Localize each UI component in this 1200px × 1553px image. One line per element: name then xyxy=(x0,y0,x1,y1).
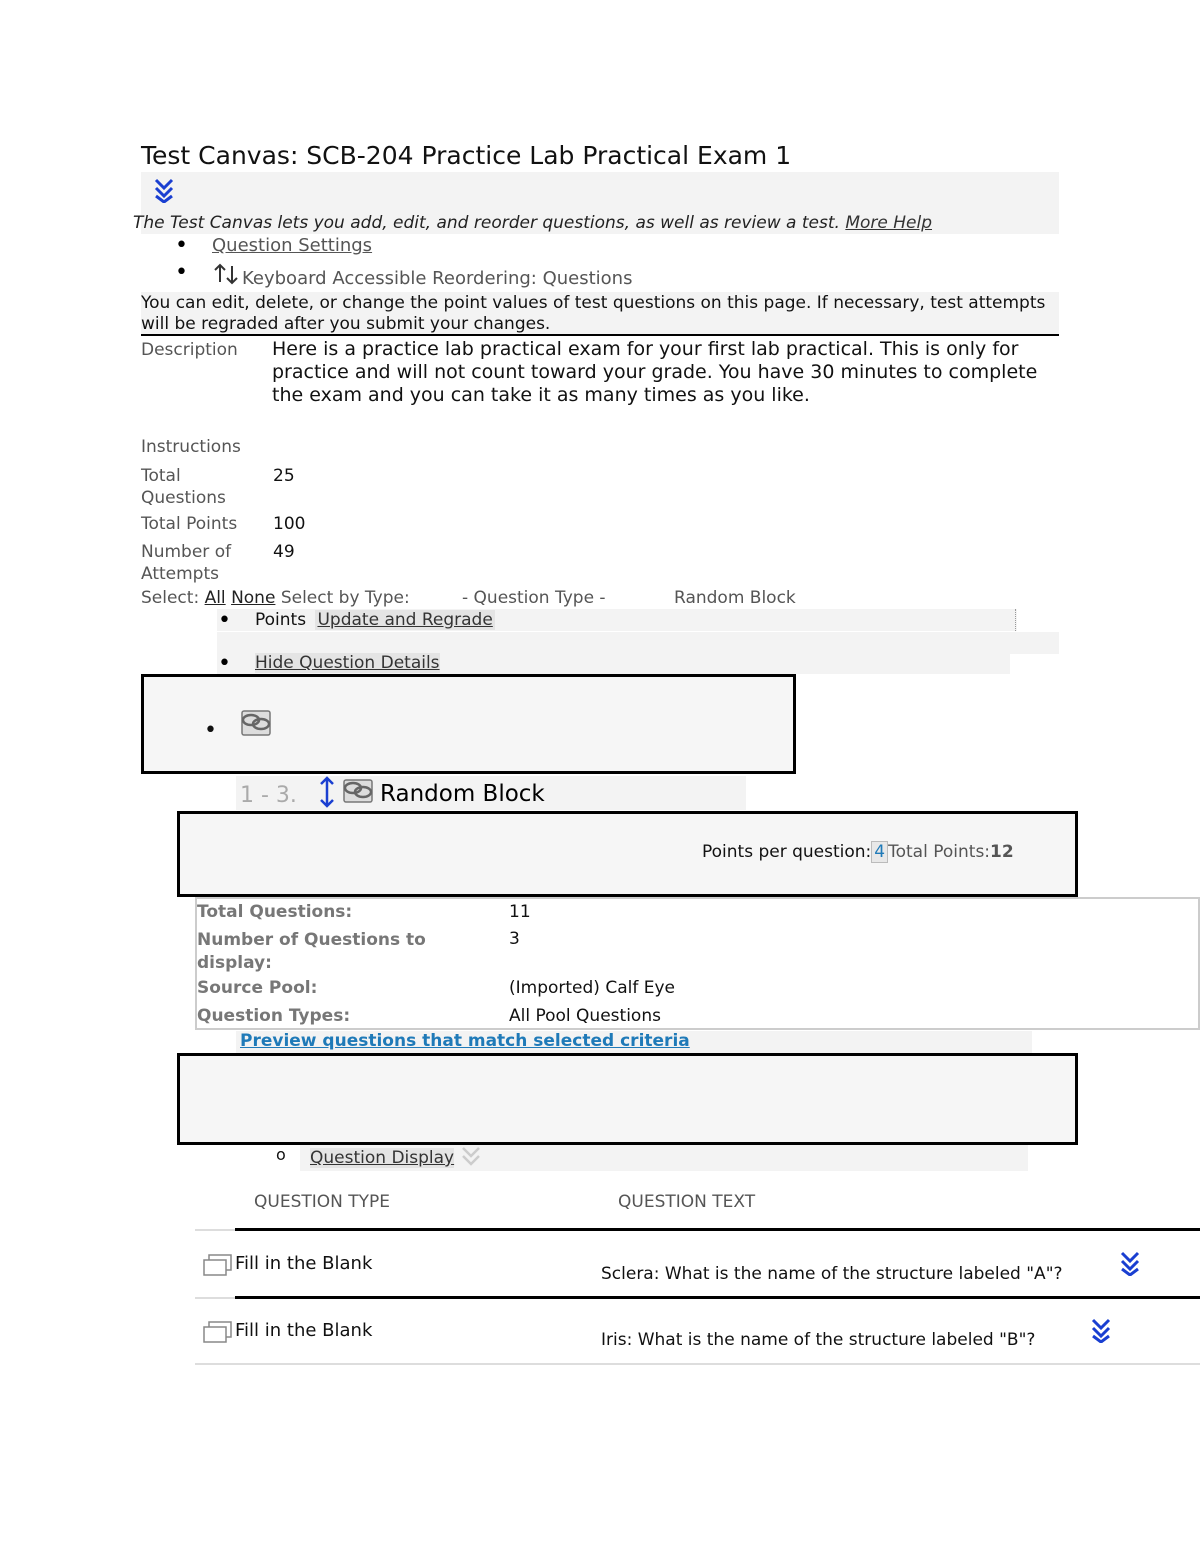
fill-blank-icon xyxy=(202,1253,234,1281)
question-type: Fill in the Blank xyxy=(235,1253,373,1274)
attempts-value: 49 xyxy=(273,542,295,562)
question-settings-item[interactable] xyxy=(212,235,372,256)
chevron-down-icon[interactable] xyxy=(1119,1250,1141,1276)
instructions-label: Instructions xyxy=(141,437,241,457)
header-divider xyxy=(235,1228,1200,1231)
page-title: Test Canvas: SCB-204 Practice Lab Practical Exam 1 xyxy=(141,141,792,170)
detail-label: Question Types: xyxy=(197,1006,351,1026)
points-per-question-input[interactable]: 4 xyxy=(871,841,888,863)
question-options-box xyxy=(177,1053,1078,1145)
description-label: Description xyxy=(141,340,238,360)
divider xyxy=(141,334,1059,336)
keyboard-reorder-item[interactable] xyxy=(212,262,632,291)
hide-details-button[interactable]: Hide Question Details xyxy=(255,653,440,673)
question-type: Fill in the Blank xyxy=(235,1320,373,1341)
total-questions-label-line1: Total xyxy=(141,466,181,486)
points-label: Points xyxy=(255,610,307,630)
points-per-question-label: Points per question: xyxy=(702,842,872,862)
update-regrade-button[interactable]: Update and Regrade xyxy=(317,610,493,630)
points-per-question-row xyxy=(702,842,1014,862)
select-by-type-label: Select by Type: xyxy=(280,588,410,608)
col-header-type[interactable]: QUESTION TYPE xyxy=(254,1192,391,1212)
detail-value: 11 xyxy=(509,902,531,922)
linked-block-icon xyxy=(340,776,376,808)
fill-blank-icon xyxy=(202,1320,234,1348)
col-header-text[interactable]: QUESTION TEXT xyxy=(618,1192,756,1212)
row-divider xyxy=(235,1296,1200,1299)
detail-label: Source Pool: xyxy=(197,978,318,998)
attempts-label-line1: Number of xyxy=(141,542,232,562)
select-none-link[interactable]: None xyxy=(231,588,276,608)
detail-value: (Imported) Calf Eye xyxy=(509,978,675,998)
row-divider-left xyxy=(195,1297,235,1299)
select-label: Select: xyxy=(141,588,200,608)
block-total-points-label: Total Points: xyxy=(888,842,991,862)
attempts-label xyxy=(141,541,231,585)
keyboard-reorder-label[interactable]: Keyboard Accessible Reordering: Questions xyxy=(242,268,633,289)
question-text: Sclera: What is the name of the structure labeled "A"? xyxy=(601,1264,1063,1284)
intro-text xyxy=(133,213,932,233)
hide-details-item xyxy=(255,653,440,673)
bullet: • xyxy=(204,718,217,743)
points-band-divider xyxy=(1015,609,1017,631)
question-type-select[interactable]: - Question Type - xyxy=(462,588,606,608)
description-text: Here is a practice lab practical exam for your first lab practical. This is only for practice and will not count toward your grade. You have 30 minutes to complete the exam and you can take it as many times as you like. xyxy=(272,338,1038,406)
circle-bullet: o xyxy=(276,1145,286,1164)
linked-block-icon[interactable] xyxy=(238,705,274,741)
total-points-value: 100 xyxy=(273,514,306,534)
total-questions-label xyxy=(141,465,226,509)
question-display-row[interactable] xyxy=(310,1145,482,1172)
question-display-link[interactable]: Question Display xyxy=(310,1148,455,1168)
reorder-arrows-icon xyxy=(212,262,242,291)
total-questions-label-line2: Questions xyxy=(141,488,226,508)
row-divider xyxy=(195,1363,1200,1365)
question-settings-link[interactable]: Question Settings xyxy=(212,235,373,256)
block-total-points-value: 12 xyxy=(990,842,1014,862)
question-text: Iris: What is the name of the structure labeled "B"? xyxy=(601,1330,1036,1350)
preview-criteria-link[interactable]: Preview questions that match selected criteria xyxy=(240,1031,690,1051)
reorder-handle-icon[interactable] xyxy=(318,776,336,812)
block-title: Random Block xyxy=(380,781,545,807)
detail-label: Total Questions: xyxy=(197,902,353,922)
details-band xyxy=(217,632,1059,654)
detail-value: All Pool Questions xyxy=(509,1006,661,1026)
detail-label: Number of Questions to display: xyxy=(197,930,426,973)
total-questions-value: 25 xyxy=(273,466,295,486)
detail-value: 3 xyxy=(509,929,520,949)
chevron-down-icon[interactable] xyxy=(460,1145,482,1172)
select-all-link[interactable]: All xyxy=(204,588,226,608)
total-points-label: Total Points xyxy=(141,514,238,534)
points-item xyxy=(255,610,495,630)
header-divider-left xyxy=(195,1229,235,1231)
block-number: 1 - 3. xyxy=(240,783,297,808)
chevron-down-icon[interactable] xyxy=(153,177,175,203)
intro-sentence: The Test Canvas lets you add, edit, and reorder questions, as well as review a test. xyxy=(133,213,840,233)
chevron-down-icon[interactable] xyxy=(1090,1317,1112,1343)
regrade-notice: You can edit, delete, or change the point values of test questions on this page. If necessary, test attempts will be regraded after you submit your changes. xyxy=(141,293,1046,334)
random-block-option[interactable]: Random Block xyxy=(674,588,796,608)
attempts-label-line2: Attempts xyxy=(141,564,219,584)
more-help-link[interactable]: More Help xyxy=(845,213,933,233)
select-toolbar xyxy=(141,588,410,608)
